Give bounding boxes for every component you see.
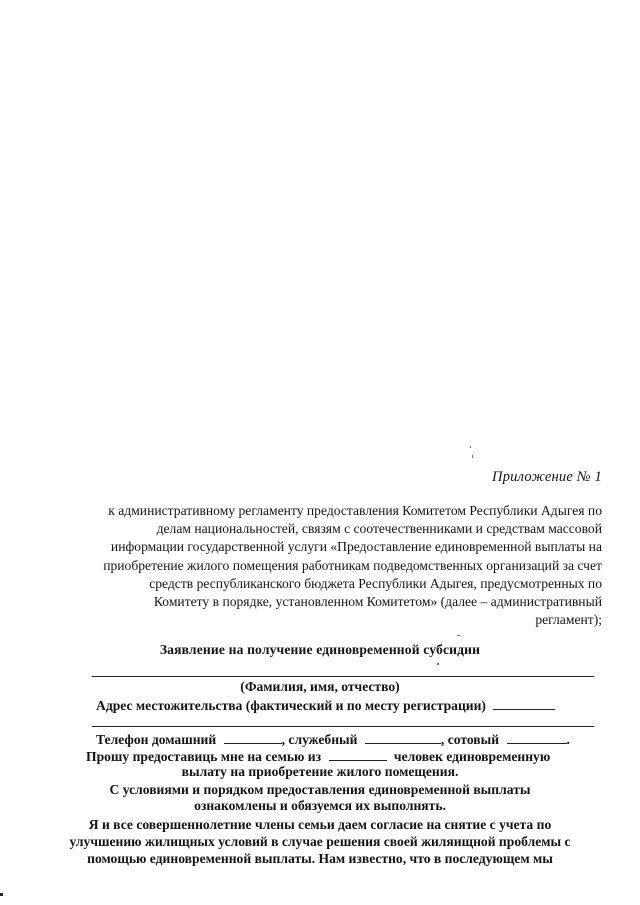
address-blank [493,697,555,710]
phone-home-blank [224,731,282,744]
request-line-2: вылату на приобретение жилого помещения. [181,764,459,779]
phone-end: . [566,732,570,747]
regulation-line: средств республиканского бюджета Республики Адыгея, предусмотренных по [149,575,602,591]
request-text-2: человек единовременную [393,749,551,764]
phone-row [96,731,570,748]
form-title: Заявление на получение единовременной субсидии [159,642,481,657]
phone-mobile-blank [507,731,567,744]
scan-speck [0,893,3,896]
scan-speck [437,663,439,665]
address-blank-line [92,726,594,727]
scan-speck [472,455,473,458]
request-row [86,748,550,765]
address-label: Адрес местожительства (фактический и по месту регистрации) [96,698,486,713]
fio-blank-line [92,676,594,677]
regulation-line: регламент); [535,612,602,628]
address-row [96,697,555,714]
regulation-line: к административному регламенту предоставления Комитетом Республики Адыгея по [108,503,602,518]
scan-speck [457,635,460,636]
request-text-1: Прошу предоставиць мне на семью из [86,749,322,764]
regulation-line: Комитету в порядке, установленном Комитетом» (далее – административный [153,594,602,610]
conditions-line-2: ознакомлены и обязуемся их выполнять. [194,798,446,813]
regulation-line: приобретение жилого помещения работникам подведомственных организаций за счет [103,557,602,573]
regulation-line: информации государственной услуги «Предоставление единовременной выплаты на [110,539,602,555]
phone-work-blank [365,731,441,744]
phone-mobile-label: , сотовый [440,732,500,747]
conditions-line-1: С условиями и порядком предоставления единовременной выплаты [109,782,531,797]
appendix-number: Приложение № 1 [492,469,602,485]
family-size-blank [329,748,387,761]
fio-caption: (Фамилия, имя, отчество) [240,679,400,694]
phone-work-label: , служебный [281,732,358,747]
scan-speck [470,446,471,448]
regulation-line: делам национальностей, связям с соотечественниками и средствам массовой [156,521,602,537]
consent-line-1: Я и все совершеннолетние члены семьи даем согласие на снятие с учета по [88,817,552,832]
consent-line-2: улучшению жилищных условий в случае решения своей жиляищной проблемы с [69,834,571,849]
consent-line-3: помощью единовременной выплаты. Нам известно, что в последующем мы [87,851,553,866]
regulation-reference [48,502,602,629]
phone-home-label: Телефон домашний [96,732,217,747]
